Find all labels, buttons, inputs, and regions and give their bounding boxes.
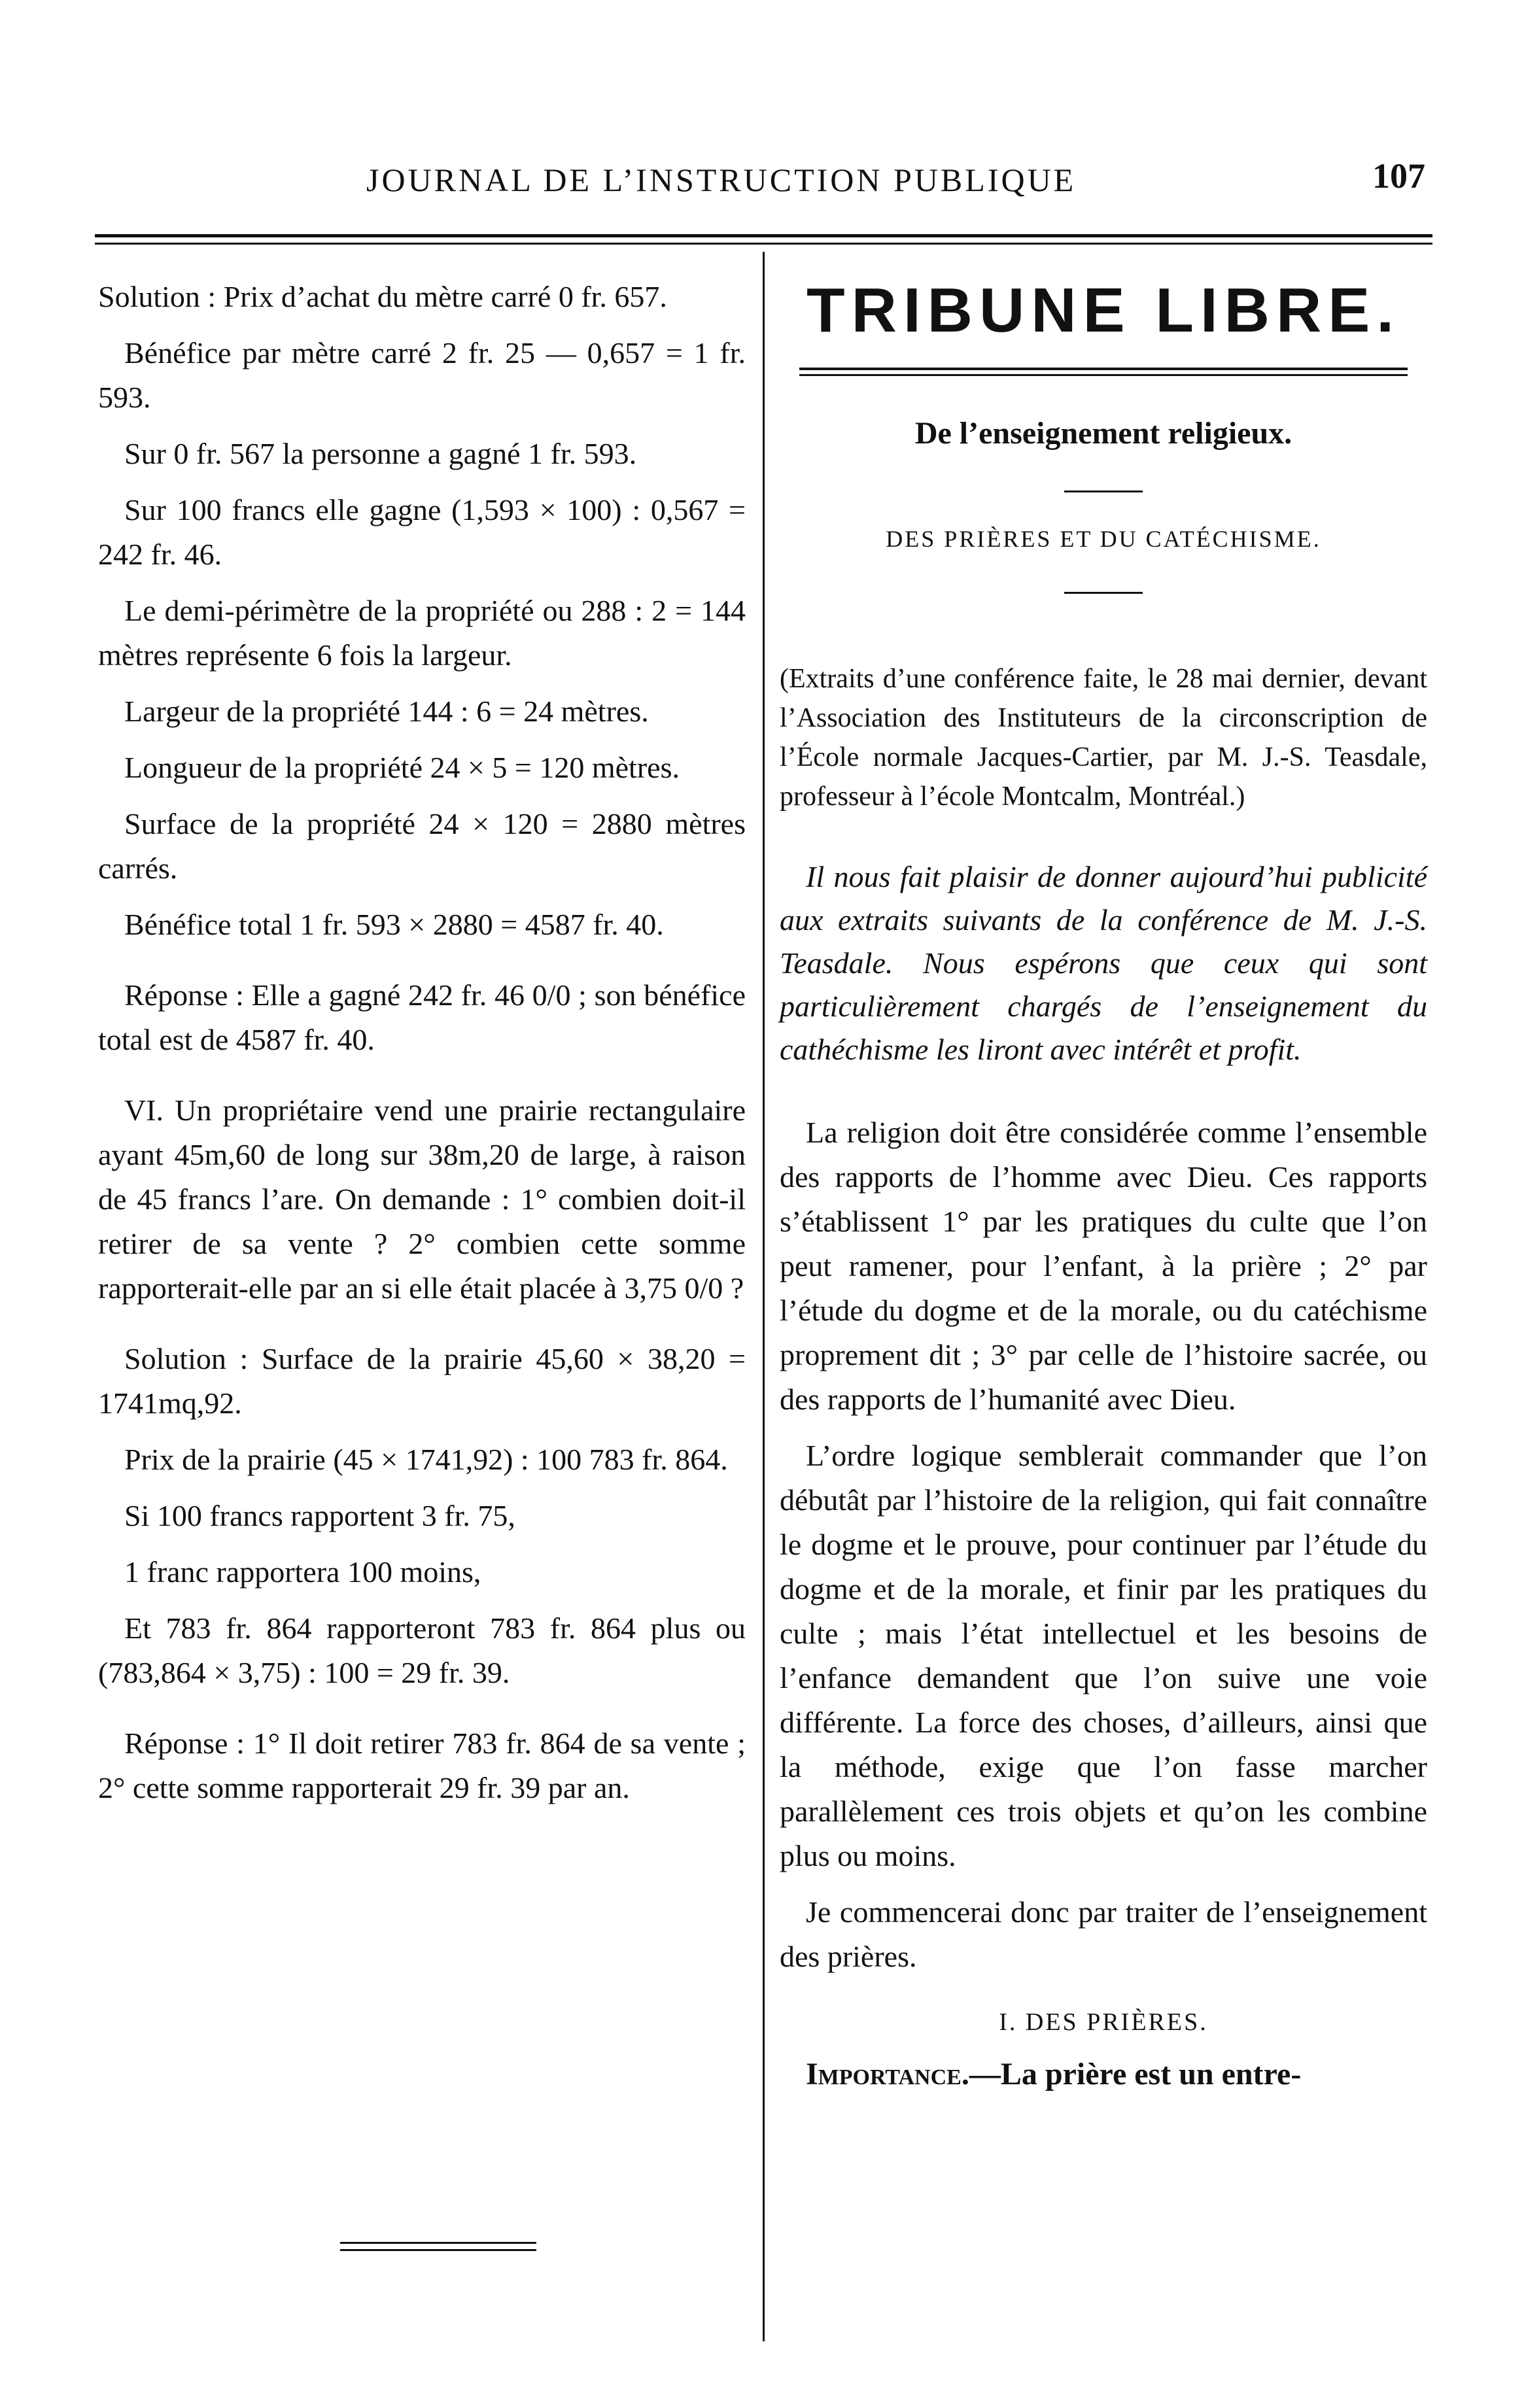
article-body [780,1110,1427,1979]
page-number: 107 [1372,156,1425,196]
short-rule [1064,592,1143,594]
right-column [780,275,1427,2092]
answer-paragraph: Réponse : 1° Il doit retirer 783 fr. 864 de sa vente ; 2° cette somme rapporterait 29 fr. 39 par an. [98,1727,746,1804]
text-paragraph: 1 franc rapportera 100 moins, [124,1555,481,1589]
text-paragraph: Longueur de la propriété 24 × 5 = 120 mètres. [124,751,680,784]
article-subtitle: DES PRIÈRES ET DU CATÉCHISME. [886,526,1321,552]
intro-paragraph: Il nous fait plaisir de donner aujourd’hui publicité aux extraits suivants de la conférence de M. J.-S. Teasdale. Nous espérons que ceux qui sont particulièrement chargés de l’enseignement du cathéchisme les liront avec intérêt et profit. [780,860,1427,1066]
text-paragraph: Et 783 fr. 864 rapporteront 783 fr. 864 plus ou (783,864 × 3,75) : 100 = 29 fr. 39. [98,1611,746,1689]
answer-paragraph: Réponse : Elle a gagné 242 fr. 46 0/0 ; son bénéfice total est de 4587 fr. 40. [98,978,746,1056]
body-paragraph: La religion doit être considérée comme l’ensemble des rapports de l’homme avec Dieu. Ces rapports s’établissent 1° par les pratiques du culte que l’on peut ramener, pour l’enfant, à la prière ; 2° par l’étude du dogme et de la morale, ou du catéchisme proprement dit ; 3° par celle de l’histoire sacrée, ou des rapports de l’humanité avec Dieu. [780,1116,1427,1416]
problem-statement: VI. Un propriétaire vend une prairie rectangulaire ayant 45m,60 de long sur 38m,20 de large, à raison de 45 francs l’are. On demande : 1° combien doit-il retirer de sa vente ? 2° combien cette somme rapporterait-elle par an si elle était placée à 3,75 0/0 ? [98,1093,746,1305]
subsection-title: I. DES PRIÈRES. [999,2008,1208,2036]
text-paragraph: Sur 100 francs elle gagne (1,593 × 100) : 0,567 = 242 fr. 46. [98,493,746,571]
body-paragraph: L’ordre logique semblerait commander que l’on débutât par l’histoire de la religion, qui fait connaître le dogme et le prouve, pour continuer par l’étude du dogme et de la morale, et finir par les pratiques du culte ; mais l’état intellectuel et les besoins de l’enfance demandent que l’on suive une voie différente. La force des choses, d’ailleurs, ainsi que la méthode, exige que l’on fasse marcher parallèlement ces trois objets et qu’on les combine plus ou moins. [780,1439,1427,1872]
text-paragraph: Si 100 francs rapportent 3 fr. 75, [124,1499,515,1532]
column-divider [763,252,765,2341]
extract-note: (Extraits d’une conférence faite, le 28 mai dernier, devant l’Association des Instituteurs de la circonscription de l’École normale Jacques-Cartier, par M. J.-S. Teasdale, professeur à l’école Montcalm, Montréal.) [780,664,1427,812]
article-title: De l’enseignement religieux. [914,416,1292,451]
closing-text: —La prière est un entre- [969,2057,1302,2091]
section-title: TRIBUNE LIBRE. [806,275,1400,345]
header-double-rule [95,234,1432,252]
body-paragraph: Je commencerai donc par traiter de l’enseignement des prières. [780,1895,1427,1973]
left-column [98,275,746,1822]
closing-line [780,2056,1427,2092]
text-paragraph: Surface de la propriété 24 × 120 = 2880 mètres carrés. [98,807,746,885]
text-paragraph: Bénéfice total 1 fr. 593 × 2880 = 4587 fr. 40. [124,908,664,941]
text-paragraph: Le demi-périmètre de la propriété ou 288 : 2 = 144 mètres représente 6 fois la largeur. [98,594,746,672]
text-paragraph: Largeur de la propriété 144 : 6 = 24 mètres. [124,695,649,728]
text-paragraph: Sur 0 fr. 567 la personne a gagné 1 fr. 593. [124,437,637,470]
solution-line: Solution : Surface de la prairie 45,60 × 38,20 = 1741mq,92. [98,1342,746,1420]
running-title: JOURNAL DE L’INSTRUCTION PUBLIQUE [366,162,1077,198]
closing-label: Importance. [806,2057,969,2091]
short-rule [1064,490,1143,492]
section-double-rule [799,368,1408,376]
end-double-rule [340,2242,536,2256]
solution-line: Solution : Prix d’achat du mètre carré 0 fr. 657. [98,280,667,313]
running-head [0,156,1526,213]
text-paragraph: Bénéfice par mètre carré 2 fr. 25 — 0,657 = 1 fr. 593. [98,336,746,414]
text-paragraph: Prix de la prairie (45 × 1741,92) : 100 783 fr. 864. [124,1443,728,1476]
